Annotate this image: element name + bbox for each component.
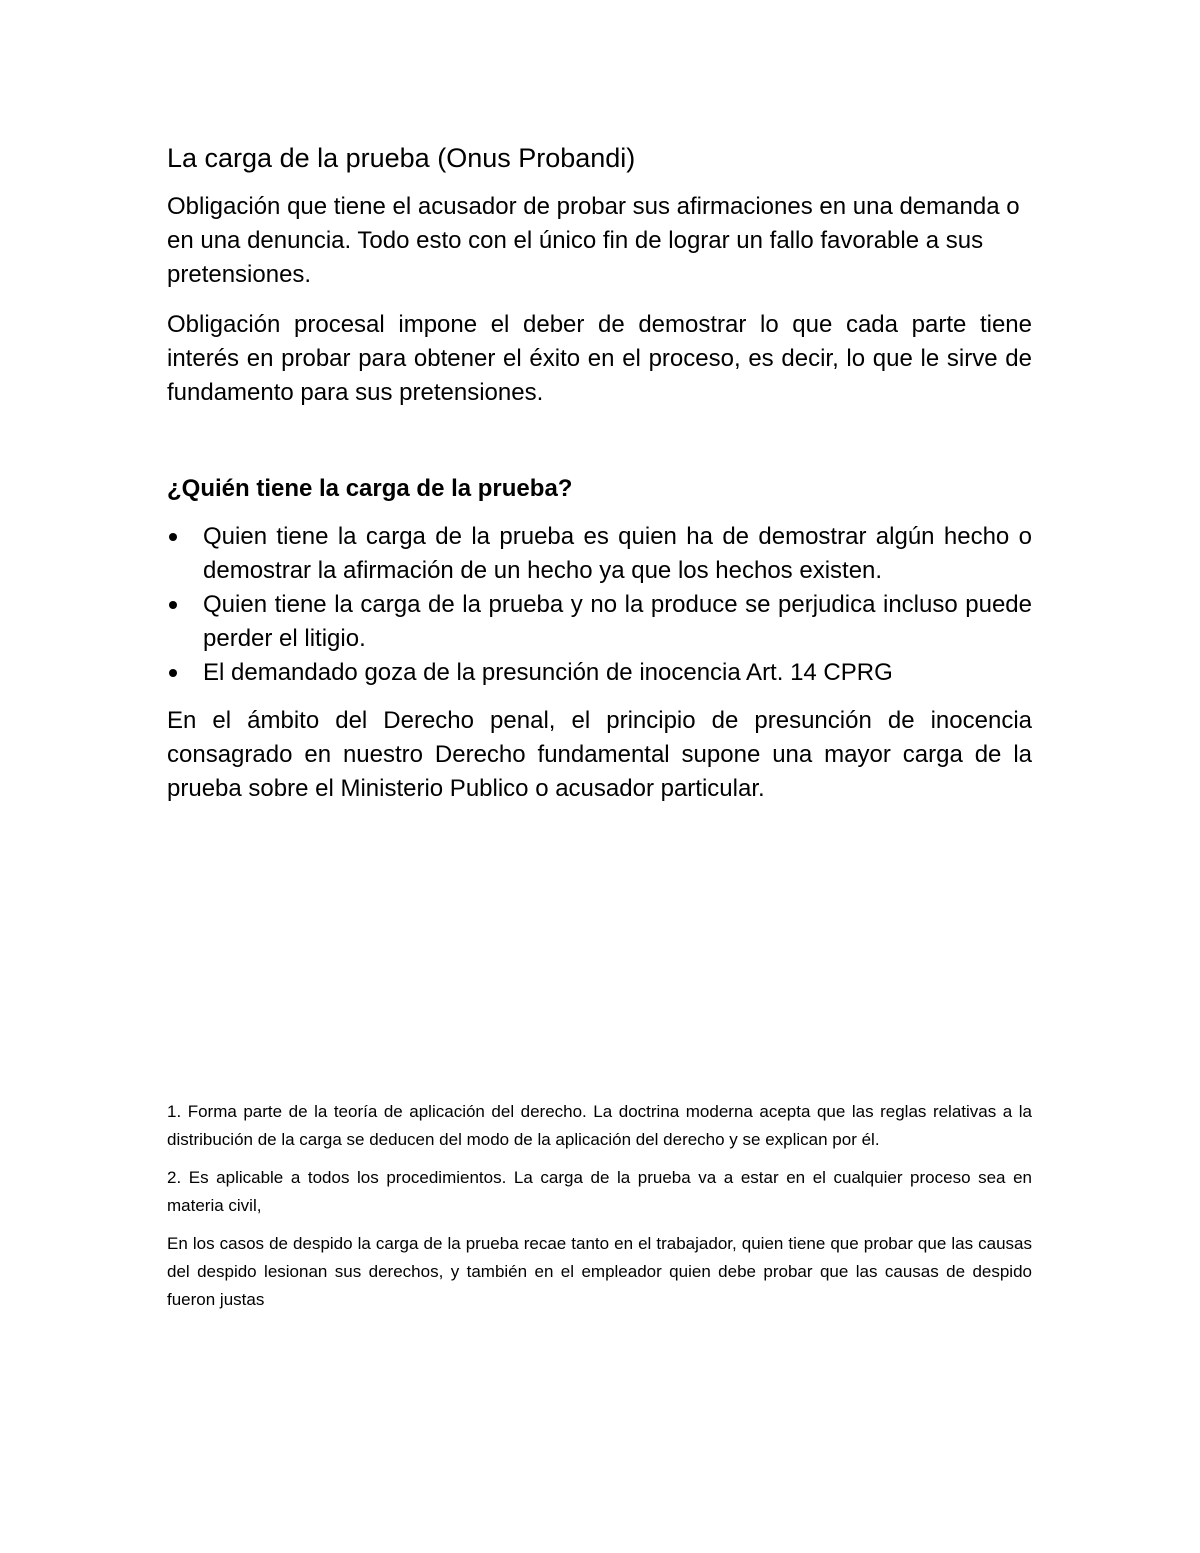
bullet-dot-icon [169,669,177,677]
note-item: 1. Forma parte de la teoría de aplicación del derecho. La doctrina moderna acepta que las reglas relativas a la distribución de la carga se deducen del modo de la aplicación del derecho y se explican por él. [167,1102,1032,1149]
section-subheading: ¿Quién tiene la carga de la prueba? [167,475,573,502]
main-content [167,138,1032,822]
bullet-text: Quien tiene la carga de la prueba y no la produce se perjudica incluso puede perder el litigio. [203,591,1032,652]
note-item: 2. Es aplicable a todos los procedimientos. La carga de la prueba va a estar en el cualquier proceso sea en materia civil, [167,1168,1032,1215]
definition-paragraph: Obligación que tiene el acusador de probar sus afirmaciones en una demanda o en una denuncia. Todo esto con el único fin de lograr un fallo favorable a sus pretensiones. [167,193,1020,288]
note-item: En los casos de despido la carga de la prueba recae tanto en el trabajador, quien tiene que probar que las causas del despido lesionan sus derechos, y también en el empleador quien debe probar que las causas de despido fueron justas [167,1234,1032,1309]
bullet-item [167,656,1032,690]
bullet-text: El demandado goza de la presunción de inocencia Art. 14 CPRG [203,659,893,686]
bullet-text: Quien tiene la carga de la prueba es quien ha de demostrar algún hecho o demostrar la afirmación de un hecho ya que los hechos existen. [203,523,1032,584]
document-title: La carga de la prueba (Onus Probandi) [167,143,636,173]
bullet-dot-icon [169,601,177,609]
bullet-dot-icon [169,533,177,541]
bullet-item [167,520,1032,588]
procedural-obligation-paragraph: Obligación procesal impone el deber de demostrar lo que cada parte tiene interés en probar para obtener el éxito en el proceso, es decir, lo que le sirve de fundamento para sus pretensiones. [167,311,1032,406]
notes-section [167,1098,1032,1324]
bullet-item [167,588,1032,656]
bullet-list [167,520,1032,690]
criminal-law-paragraph: En el ámbito del Derecho penal, el principio de presunción de inocencia consagrado en nuestro Derecho fundamental supone una mayor carga de la prueba sobre el Ministerio Publico o acusador particular. [167,707,1032,802]
